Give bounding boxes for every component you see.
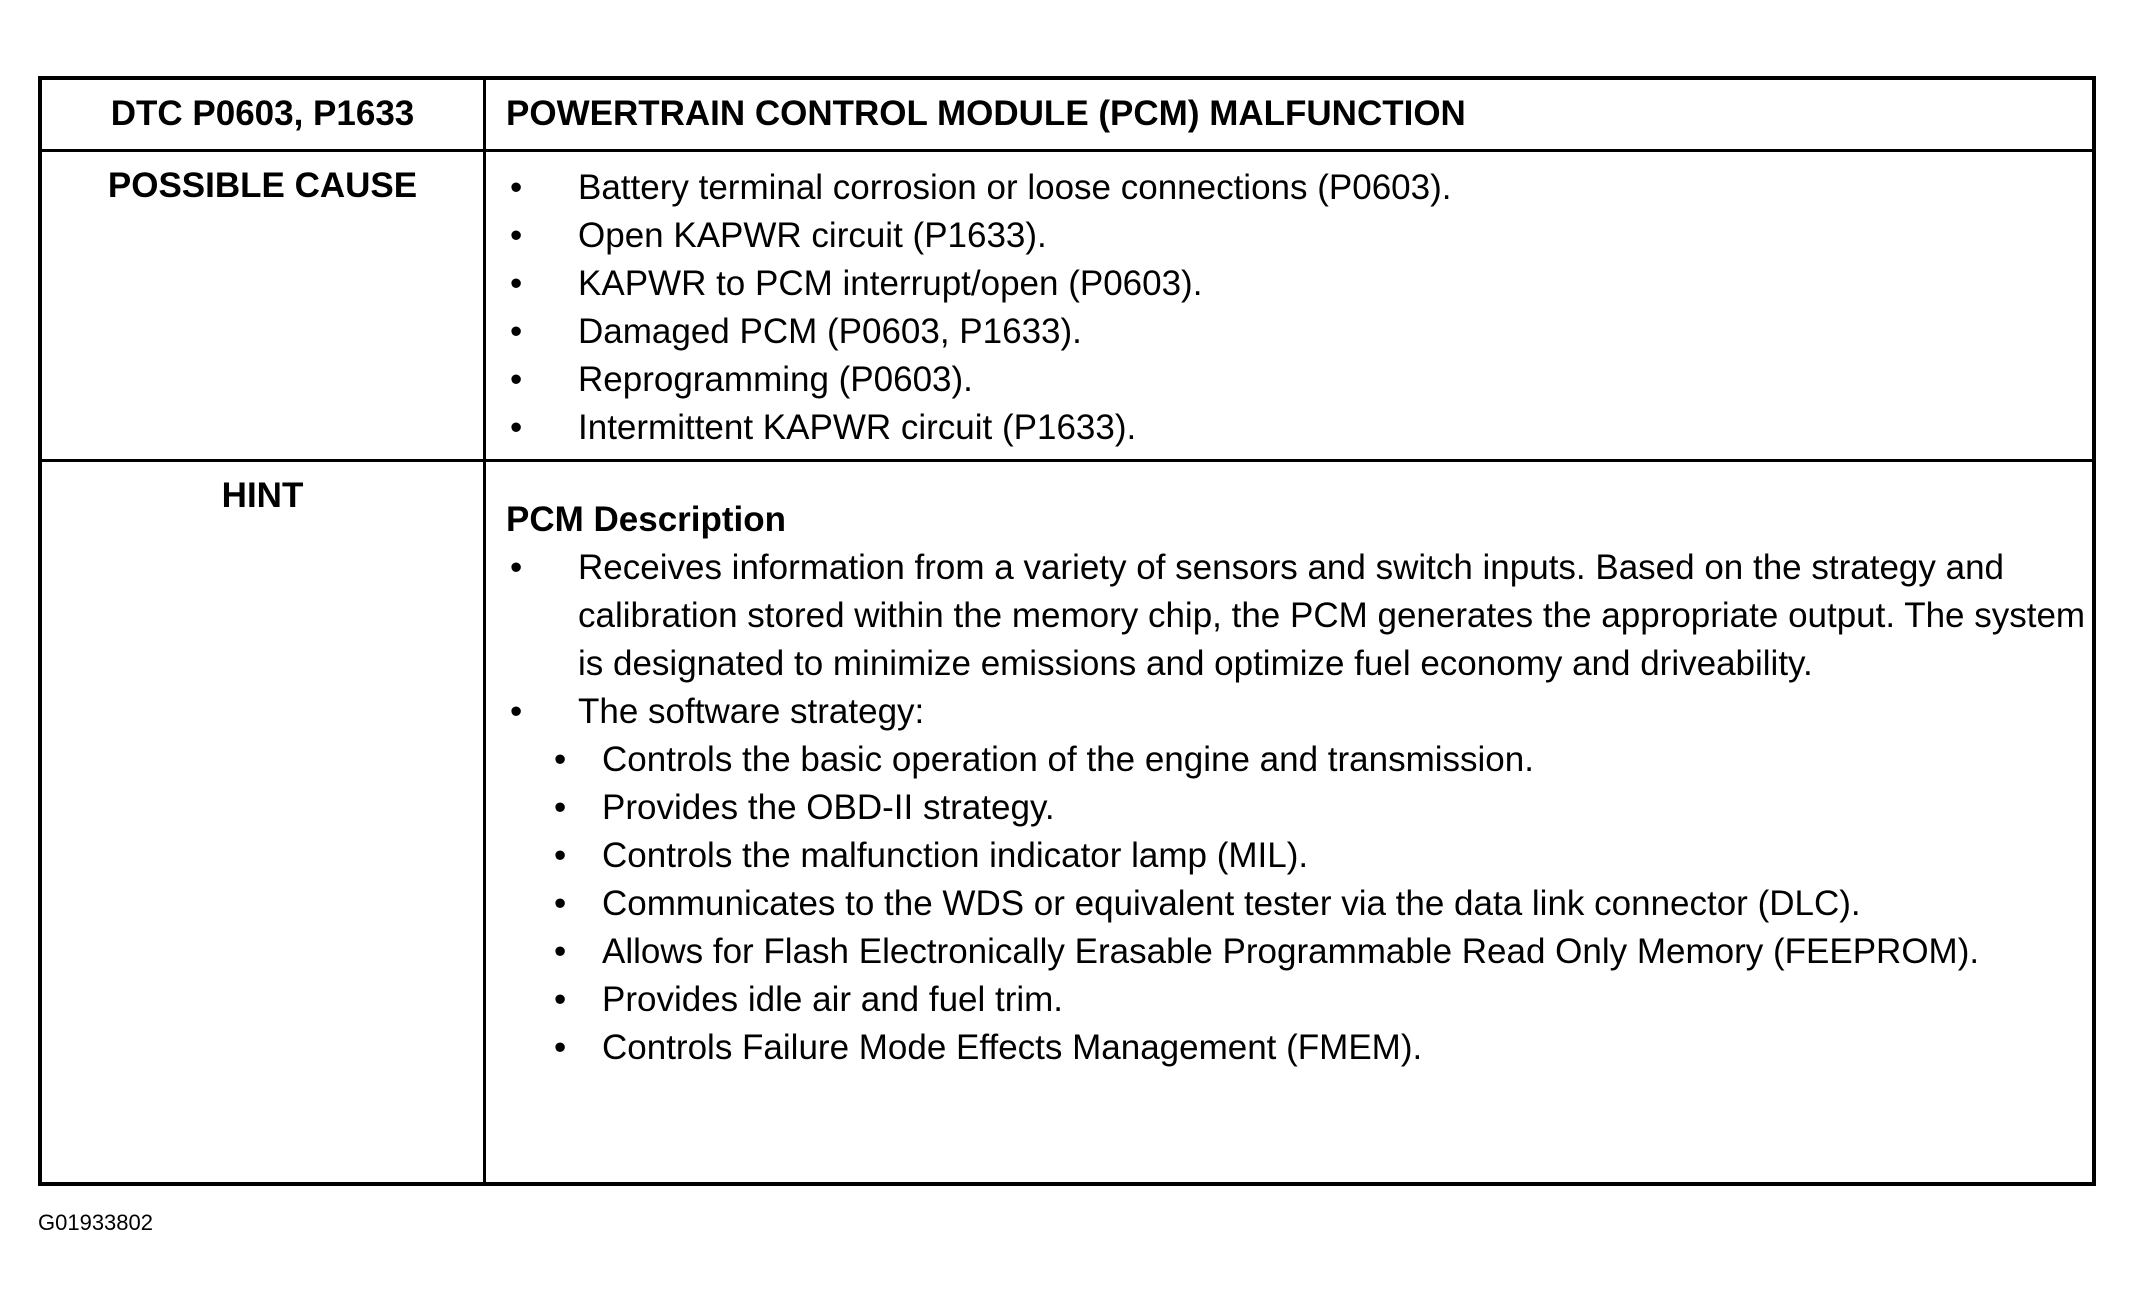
list-item: • Intermittent KAPWR circuit (P1633). xyxy=(506,404,2092,452)
sub-list-item: • Allows for Flash Electronically Erasable Programmable Read Only Memory (FEEPROM). xyxy=(554,928,2092,976)
list-item: • The software strategy: • Controls the basic operation of the engine and transmission. • Provides the OBD-II strategy. • Controls the malfunction indicator lamp (MIL). • Communicates to the WDS or equivalent tester via the data link connector (DLC). • Allows for Flash Electronically Erasable Programmable Read Only Memory (FEEPROM). • Provides idle air and fuel trim. • Controls Failure Mode Effects Management (FMEM). xyxy=(506,688,2092,1072)
hint-label-cell xyxy=(42,462,486,1182)
dtc-code-cell xyxy=(42,80,486,152)
bullet-icon: • xyxy=(510,360,523,399)
possible-cause-label: POSSIBLE CAUSE xyxy=(107,166,418,205)
hint-label: HINT xyxy=(221,476,304,515)
bullet-icon: • xyxy=(510,216,523,255)
list-item: • Reprogramming (P0603). xyxy=(506,356,2092,404)
dtc-title-cell xyxy=(486,80,2092,152)
list-item: • Damaged PCM (P0603, P1633). xyxy=(506,308,2092,356)
list-item: • Receives information from a variety of sensors and switch inputs. Based on the strategy and calibration stored within the memory chip, the PCM generates the appropriate output. The system is designated to minimize emissions and optimize fuel economy and driveability. xyxy=(506,544,2092,688)
bullet-icon: • xyxy=(510,168,523,207)
bullet-icon: • xyxy=(510,692,523,731)
bullet-icon: • xyxy=(510,312,523,351)
list-item: • Open KAPWR circuit (P1633). xyxy=(506,212,2092,260)
bullet-icon: • xyxy=(554,932,567,971)
bullet-icon: • xyxy=(554,788,567,827)
bullet-icon: • xyxy=(510,408,523,447)
dtc-code-label: DTC P0603, P1633 xyxy=(110,94,415,133)
possible-cause-list xyxy=(506,152,2092,452)
sub-list-item: • Controls the basic operation of the engine and transmission. xyxy=(554,736,2092,784)
list-item: • Battery terminal corrosion or loose connections (P0603). xyxy=(506,164,2092,212)
possible-cause-label-cell xyxy=(42,152,486,462)
sub-list-item: • Controls Failure Mode Effects Management (FMEM). xyxy=(554,1024,2092,1072)
possible-cause-cell xyxy=(486,152,2092,462)
bullet-icon: • xyxy=(554,836,567,875)
bullet-icon: • xyxy=(554,1028,567,1067)
hint-heading: PCM Description xyxy=(506,500,787,539)
software-strategy-list xyxy=(554,736,2092,1072)
hint-list xyxy=(506,544,2092,1072)
dtc-table xyxy=(38,76,2096,1186)
sub-list-item: • Communicates to the WDS or equivalent tester via the data link connector (DLC). xyxy=(554,880,2092,928)
bullet-icon: • xyxy=(510,548,523,587)
bullet-icon: • xyxy=(554,740,567,779)
bullet-icon: • xyxy=(510,264,523,303)
hint-cell xyxy=(486,462,2092,1182)
bullet-icon: • xyxy=(554,980,567,1019)
figure-id: G01933802 xyxy=(38,1210,153,1235)
sub-list-item: • Provides idle air and fuel trim. xyxy=(554,976,2092,1024)
bullet-icon: • xyxy=(554,884,567,923)
sub-list-item: • Controls the malfunction indicator lamp (MIL). xyxy=(554,832,2092,880)
list-item: • KAPWR to PCM interrupt/open (P0603). xyxy=(506,260,2092,308)
dtc-title: POWERTRAIN CONTROL MODULE (PCM) MALFUNCTION xyxy=(506,94,1466,133)
sub-list-item: • Provides the OBD-II strategy. xyxy=(554,784,2092,832)
